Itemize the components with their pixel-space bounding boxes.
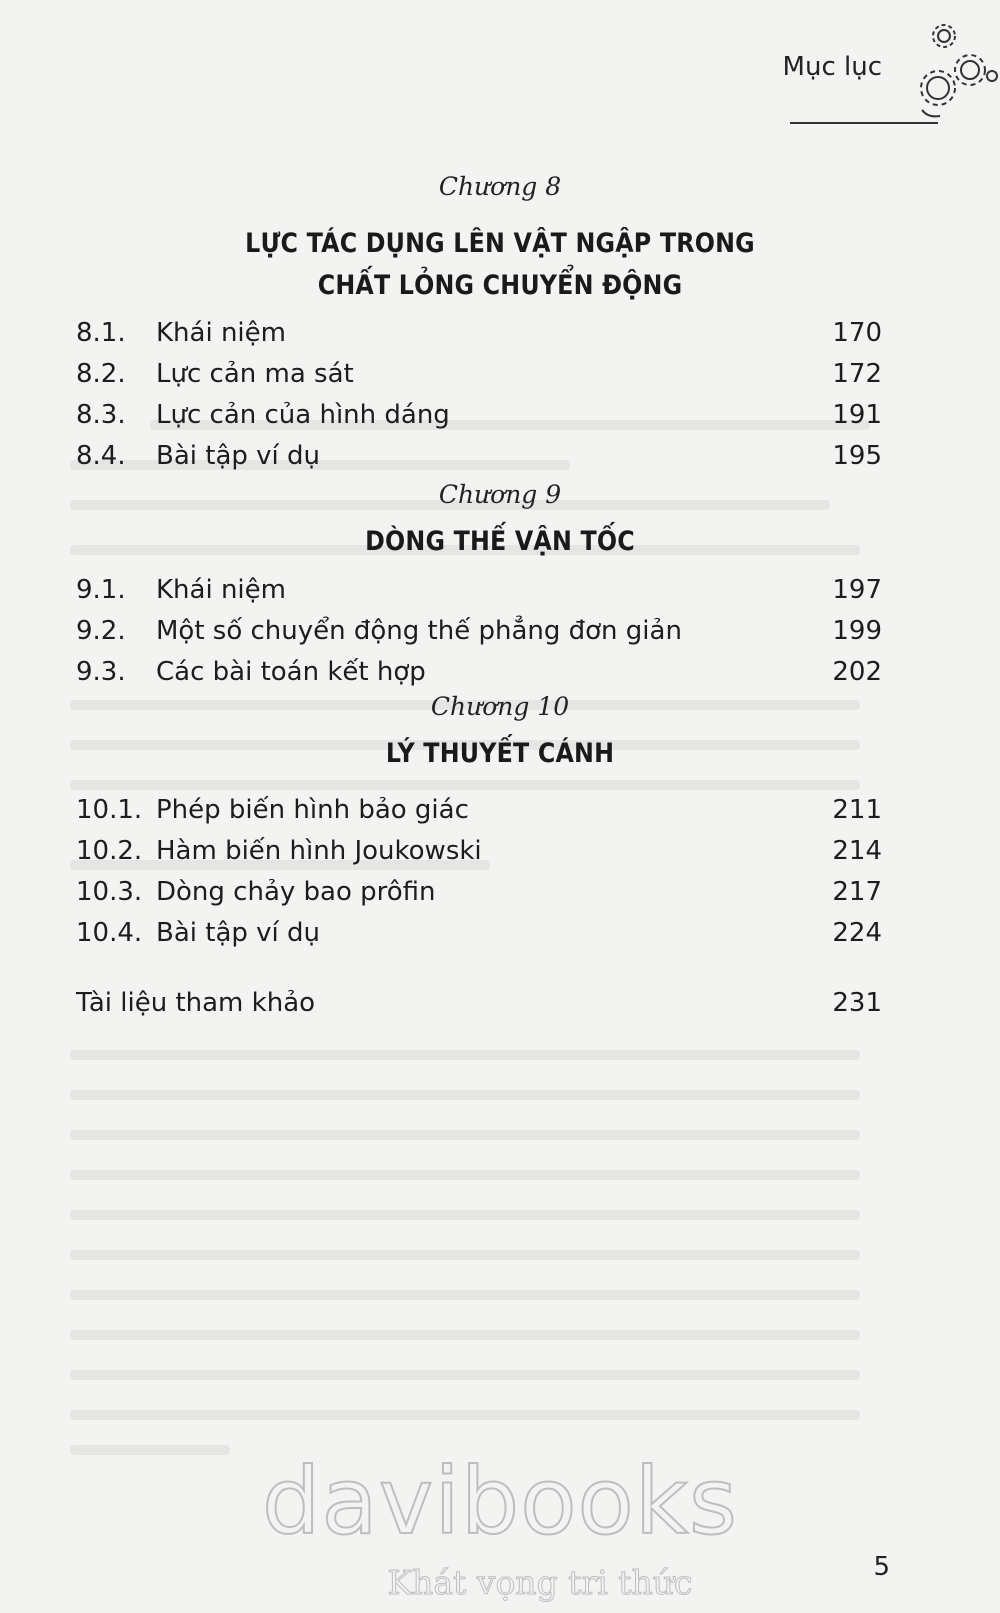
- toc-entry[interactable]: [76, 611, 882, 651]
- toc-entry-title: Khái niệm: [156, 575, 286, 605]
- toc-entry[interactable]: [76, 570, 882, 610]
- toc-entry-title: Một số chuyển động thế phẳng đơn giản: [156, 616, 682, 646]
- toc-entry-number: 9.3.: [76, 657, 126, 687]
- toc-entry[interactable]: [76, 790, 882, 830]
- chapter-10-label: Chương 10: [430, 692, 570, 721]
- toc-entry[interactable]: [76, 313, 882, 353]
- toc-entry-page: 197: [832, 575, 882, 605]
- toc-entry-page: 217: [832, 877, 882, 907]
- gears-icon: [908, 22, 1000, 120]
- chapter-8-title-line-2: CHẤT LỎNG CHUYỂN ĐỘNG: [317, 270, 683, 301]
- watermark-tagline: Khát vọng tri thức: [387, 1563, 693, 1602]
- chapter-8-title-line-1: LỰC TÁC DỤNG LÊN VẬT NGẬP TRONG: [245, 228, 755, 259]
- toc-entry-page: 195: [832, 441, 882, 471]
- toc-entry-title: Bài tập ví dụ: [156, 918, 321, 948]
- toc-entry-page: 211: [832, 795, 882, 825]
- toc-entry[interactable]: [76, 831, 882, 871]
- header-title: Mục lục: [782, 52, 882, 82]
- toc-entry-page: 170: [832, 318, 882, 348]
- toc-entry-number: 9.1.: [76, 575, 126, 605]
- toc-entry[interactable]: [76, 354, 882, 394]
- toc-entry-number: 8.3.: [76, 400, 126, 430]
- toc-entry-page: 224: [832, 918, 882, 948]
- toc-entry-page: 191: [832, 400, 882, 430]
- toc-entry-number: 10.4.: [76, 918, 143, 948]
- toc-entry[interactable]: [76, 436, 882, 476]
- toc-entry-title: Phép biến hình bảo giác: [156, 795, 469, 825]
- toc-entry[interactable]: [76, 395, 882, 435]
- toc-entry-page: 199: [832, 616, 882, 646]
- toc-entry-number: 10.1.: [76, 795, 143, 825]
- toc-entry-title: Lực cản của hình dáng: [156, 400, 450, 430]
- toc-entry-page: 202: [832, 657, 882, 687]
- toc-entry-title: Lực cản ma sát: [156, 359, 354, 389]
- toc-entry[interactable]: [76, 913, 882, 953]
- page-number: 5: [873, 1552, 890, 1582]
- references-title: Tài liệu tham khảo: [76, 988, 316, 1018]
- references-entry[interactable]: [76, 983, 882, 1023]
- toc-entry[interactable]: [76, 872, 882, 912]
- references-page: 231: [832, 988, 882, 1018]
- chapter-10-title: LÝ THUYẾT CÁNH: [385, 738, 615, 769]
- toc-entry-number: 9.2.: [76, 616, 126, 646]
- toc-entry-title: Dòng chảy bao prôfin: [156, 877, 436, 907]
- toc-entry-title: Các bài toán kết hợp: [156, 657, 426, 687]
- toc-entry-page: 172: [832, 359, 882, 389]
- toc-entry-page: 214: [832, 836, 882, 866]
- toc-entry-number: 8.1.: [76, 318, 126, 348]
- toc-entry-number: 8.4.: [76, 441, 126, 471]
- watermark-logo: davibooks: [262, 1448, 738, 1555]
- chapter-9-title: DÒNG THẾ VẬN TỐC: [365, 526, 635, 557]
- chapter-9-label: Chương 9: [438, 480, 562, 509]
- toc-entry[interactable]: [76, 652, 882, 692]
- toc-entry-number: 8.2.: [76, 359, 126, 389]
- toc-entry-title: Khái niệm: [156, 318, 286, 348]
- chapter-8-label: Chương 8: [438, 172, 562, 201]
- toc-entry-title: Hàm biến hình Joukowski: [156, 836, 482, 866]
- header-rule: [790, 122, 938, 124]
- toc-entry-number: 10.2.: [76, 836, 143, 866]
- toc-entry-number: 10.3.: [76, 877, 143, 907]
- toc-entry-title: Bài tập ví dụ: [156, 441, 321, 471]
